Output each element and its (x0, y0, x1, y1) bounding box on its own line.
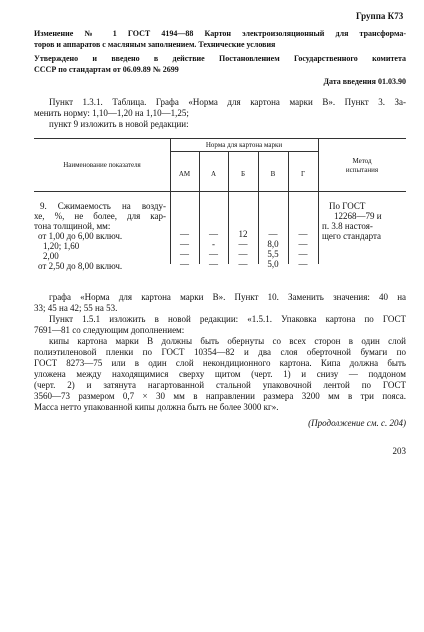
body-line: графа «Норма для картона марки В». Пункт 10. Заменить значения: 40 на (49, 292, 406, 302)
body-line: Пункт 1.5.1 изложить в новой редакции: «1.5.1. Упаковка картона по ГОСТ (49, 314, 406, 324)
indicator-text: 1,20; 1,60 (43, 241, 80, 251)
approval-line-1: Утверждено и введено в действие Постановлением Государственного комитета (34, 54, 406, 63)
table-cell: — (238, 239, 248, 249)
intro-line-2: менить норму: 1,10—1,20 на 1,10—1,25; (34, 108, 189, 118)
indicator-text: 9. Сжимаемость на возду- (40, 201, 166, 211)
table-cell: — (209, 249, 218, 259)
intro-line-3: пункт 9 изложить в новой редакции: (49, 119, 189, 129)
continued-note: (Продолжение см. с. 204) (308, 418, 406, 428)
body-line: уложена между находящимися сверху щитом (черт. 1) и снизу — поддоном (34, 369, 406, 379)
indicator-text: хе, %, не более, для кар- (34, 211, 166, 221)
indicator-text: от 1,00 до 6,00 включ. (38, 231, 123, 241)
table-cell: 8,0 (267, 239, 279, 249)
body-line: ГОСТ 8273—75 или в один слой некондиционного картона. Кипа должна быть (34, 358, 406, 368)
body-line: 33; 45 на 42; 55 на 53. (34, 303, 118, 313)
method-text: По ГОСТ (329, 201, 366, 211)
grade-header: Г (300, 170, 306, 178)
indicator-text: от 2,50 до 8,00 включ. (38, 261, 123, 271)
column-header-norm: Норма для картона марки (205, 141, 283, 149)
norm-header-rule (170, 151, 318, 152)
body-line: 7691—81 со следующим дополнением: (34, 325, 185, 335)
table-cell: 5,5 (267, 249, 279, 259)
method-text: 12268—79 и (334, 211, 382, 221)
table-cell: — (298, 229, 308, 239)
table-cell: — (268, 229, 278, 239)
column-header-indicator: Наименование показателя (63, 161, 141, 169)
table-cell: — (238, 249, 248, 259)
grade-header: АМ (178, 170, 191, 178)
table-cell: — (180, 229, 189, 239)
amendment-title-line-2: торов и аппаратов с масляным заполнением. Технические условия (34, 40, 276, 49)
column-header-method: Метод (352, 157, 372, 165)
intro-line-1: Пункт 1.3.1. Таблица. Графа «Норма для картона марки В». Пункт 3. За- (49, 97, 406, 107)
body-line: (черт. 2) и затянута нагартованной стальной упаковочной лентой по ГОСТ (34, 380, 406, 390)
table-cell: 5,0 (267, 259, 279, 269)
table-cell: — (298, 239, 308, 249)
grade-header: Б (240, 170, 246, 178)
body-line: кипы картона марки В должны быть обернуты со всех сторон в один слой (49, 336, 406, 346)
table-cell: — (298, 259, 308, 269)
amendment-title-line-1: Изменение № 1 ГОСТ 4194—88 Картон электроизоляционный для трансформа- (34, 29, 406, 38)
table-cell: — (209, 229, 218, 239)
method-text: п. 3.8 настоя- (322, 221, 373, 231)
table-top-rule (34, 138, 406, 139)
table-cell: 12 (238, 229, 248, 239)
indicator-text: 2,00 (43, 251, 59, 261)
table-cell: — (238, 259, 248, 269)
table-cell: — (180, 239, 189, 249)
method-text: щего стандарта (322, 231, 381, 241)
table-cell: — (180, 249, 189, 259)
approval-line-2: СССР по стандартам от 06.09.89 № 2699 (34, 65, 179, 74)
table-cell: — (180, 259, 189, 269)
grade-header: В (270, 170, 276, 178)
table-cell: — (209, 259, 218, 269)
table-cell: - (212, 239, 215, 249)
table-header-rule (34, 191, 406, 192)
body-line: 3560—73 размером 0,7 × 30 мм в направлении размера 3200 мм в три пояса. (34, 391, 406, 401)
page-number: 203 (392, 446, 406, 456)
indicator-text: тона толщиной, мм: (34, 221, 111, 231)
column-header-method: испытания (345, 166, 379, 174)
group-label: Группа К73 (356, 11, 404, 21)
grade-header: А (210, 170, 217, 178)
table-cell: — (298, 249, 308, 259)
body-line: Масса нетто упакованной кипы должна быть не более 3000 кг». (34, 402, 279, 412)
effective-date: Дата введения 01.03.90 (323, 77, 406, 86)
body-line: полиэтиленовой пленки по ГОСТ 10354—82 и два слоя оберточной бумаги по (34, 347, 406, 357)
